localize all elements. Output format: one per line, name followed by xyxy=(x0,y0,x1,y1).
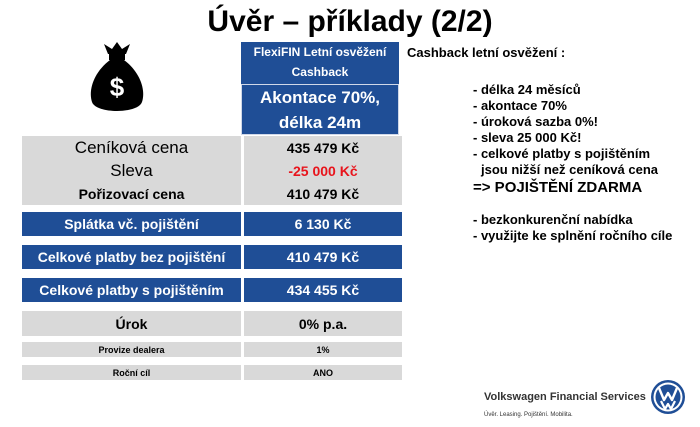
brand-name: Volkswagen Financial Services xyxy=(484,391,646,403)
row-value: 6 130 Kč xyxy=(244,212,402,236)
page-title: Úvěr – příklady (2/2) xyxy=(207,5,493,38)
row-label: Úrok xyxy=(22,311,241,336)
list-item: - využijte ke splnění ročního cíle xyxy=(473,228,673,243)
list-item: - akontace 70% xyxy=(473,98,567,113)
vw-logo xyxy=(650,379,686,415)
svg-text:$: $ xyxy=(109,72,125,102)
row-value: ANO xyxy=(244,365,402,380)
row-label: Celkové platby s pojištěním xyxy=(22,278,241,302)
row-label: Provize dealera xyxy=(22,342,241,357)
row-label: Celkové platby bez pojištění xyxy=(22,245,241,269)
row-value: -25 000 Kč xyxy=(244,160,402,182)
row-value: 410 479 Kč xyxy=(244,182,402,205)
terms-line-2: délka 24m xyxy=(278,113,362,132)
list-item: - bezkonkurenční nabídka xyxy=(473,212,633,227)
list-item: - délka 24 měsíců xyxy=(473,82,581,97)
brand-tagline: Úvěr. Leasing. Pojištění. Mobilita. xyxy=(484,412,573,418)
insurance-free-highlight: => POJIŠTĚNÍ ZDARMA xyxy=(473,179,643,196)
table-row xyxy=(22,311,402,336)
table-row xyxy=(22,278,402,302)
terms-line-1: Akontace 70%, xyxy=(260,88,380,107)
list-item: - úroková sazba 0%! xyxy=(473,114,598,129)
table-row xyxy=(22,182,402,205)
row-value: 410 479 Kč xyxy=(244,245,402,269)
bullet-list xyxy=(473,82,672,244)
row-label: Roční cíl xyxy=(22,365,241,380)
cashback-heading: Cashback letní osvěžení : xyxy=(407,45,566,60)
row-label: Pořizovací cena xyxy=(22,182,241,205)
product-name: FlexiFIN Letní osvěžení xyxy=(253,45,387,59)
row-label: Ceníková cena xyxy=(22,136,241,160)
row-label: Splátka vč. pojištění xyxy=(22,212,241,236)
table-row xyxy=(22,365,402,380)
list-item: - celkové platby s pojištěním xyxy=(473,146,650,161)
row-label: Sleva xyxy=(22,160,241,182)
table-row xyxy=(22,212,402,236)
row-value: 0% p.a. xyxy=(244,311,402,336)
product-sub: Cashback xyxy=(291,65,349,79)
terms-header xyxy=(241,84,399,135)
product-header xyxy=(241,42,399,84)
list-item: jsou nižší než ceníková cena xyxy=(481,162,659,177)
row-value: 1% xyxy=(244,342,402,357)
table-row xyxy=(22,160,402,182)
money-bag-icon xyxy=(86,40,148,116)
table-row xyxy=(22,245,402,269)
list-item: - sleva 25 000 Kč! xyxy=(473,130,582,145)
row-value: 435 479 Kč xyxy=(244,136,402,160)
table-row xyxy=(22,136,402,160)
row-value: 434 455 Kč xyxy=(244,278,402,302)
table-row xyxy=(22,342,402,357)
